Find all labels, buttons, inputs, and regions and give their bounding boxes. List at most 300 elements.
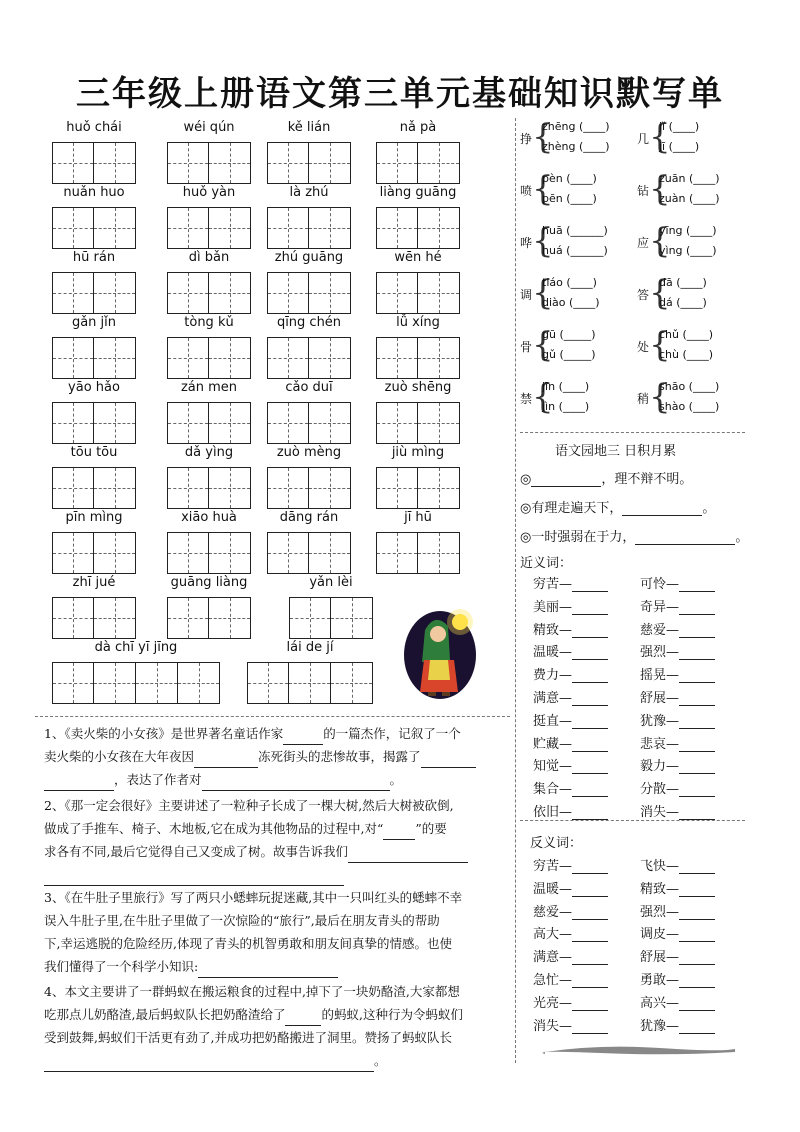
polyphonic-item bbox=[637, 378, 747, 418]
writing-box[interactable] bbox=[418, 402, 460, 444]
polyphonic-item bbox=[520, 326, 630, 366]
synonym-pair: 悲哀— bbox=[640, 733, 715, 752]
tianzige-boxes bbox=[52, 662, 220, 704]
reading-2[interactable]: chù (____) bbox=[659, 348, 714, 361]
answer-blank[interactable] bbox=[572, 805, 608, 820]
writing-box[interactable] bbox=[376, 272, 418, 314]
brace-icon: { bbox=[649, 117, 671, 157]
polyphonic-item bbox=[637, 274, 747, 314]
tianzige-boxes bbox=[376, 402, 460, 444]
answer-blank[interactable] bbox=[679, 950, 715, 965]
pinyin-label: zuò shēng bbox=[384, 380, 452, 395]
synonym-pair: 挺直— bbox=[533, 710, 608, 729]
garden-line-1: ◎ ，理不辩不明。 bbox=[520, 472, 693, 487]
tianzige-boxes bbox=[376, 207, 460, 249]
tianzige-boxes bbox=[267, 337, 351, 379]
tianzige-boxes bbox=[52, 467, 136, 509]
writing-box[interactable] bbox=[167, 467, 209, 509]
answer-blank[interactable] bbox=[44, 871, 344, 886]
writing-box[interactable] bbox=[209, 532, 251, 574]
writing-box[interactable] bbox=[376, 142, 418, 184]
antonym-pair: 温暖— bbox=[533, 878, 608, 897]
pinyin-label: hū rán bbox=[72, 250, 116, 265]
reading-1[interactable]: gū (_____) bbox=[542, 328, 596, 341]
pinyin-label: là zhú bbox=[289, 185, 329, 200]
polyphonic-item bbox=[520, 118, 630, 158]
tianzige-boxes bbox=[376, 532, 460, 574]
writing-box[interactable] bbox=[309, 272, 351, 314]
tianzige-boxes bbox=[376, 142, 460, 184]
brace-icon: { bbox=[649, 377, 671, 417]
pinyin-label: xiāo huà bbox=[181, 510, 237, 525]
answer-blank[interactable] bbox=[202, 776, 390, 791]
writing-box[interactable] bbox=[376, 467, 418, 509]
garden-line-3: ◎一时强弱在于力， 。 bbox=[520, 530, 749, 545]
tianzige-boxes bbox=[267, 467, 351, 509]
writing-box[interactable] bbox=[376, 337, 418, 379]
synonym-pair: 舒展— bbox=[640, 687, 715, 706]
right-divider-2 bbox=[520, 820, 745, 821]
antonym-pair: 调皮— bbox=[640, 923, 715, 942]
antonym-pair: 飞快— bbox=[640, 855, 715, 874]
answer-blank[interactable] bbox=[679, 905, 715, 920]
writing-box[interactable] bbox=[52, 207, 94, 249]
reading-1[interactable]: jǐ (____) bbox=[659, 120, 700, 133]
answer-blank[interactable] bbox=[679, 645, 715, 660]
answer-blank[interactable] bbox=[44, 776, 114, 791]
reading-1[interactable]: jīn (____) bbox=[542, 380, 590, 393]
reading-1[interactable]: dā (____) bbox=[659, 276, 707, 289]
writing-box[interactable] bbox=[94, 207, 136, 249]
pinyin-label: tòng kǔ bbox=[184, 315, 234, 330]
synonym-pair: 知觉— bbox=[533, 755, 608, 774]
pinyin-label: lái de jí bbox=[286, 640, 334, 655]
pinyin-label: yǎn lèi bbox=[309, 575, 353, 590]
reading-1[interactable]: pèn (____) bbox=[542, 172, 597, 185]
tianzige-boxes bbox=[247, 662, 373, 704]
pinyin-label: dāng rán bbox=[279, 510, 339, 525]
polyphonic-item bbox=[637, 118, 747, 158]
reading-1[interactable]: shāo (____) bbox=[659, 380, 720, 393]
garden-heading: 语文园地三 日积月累 bbox=[555, 444, 677, 459]
synonym-pair: 毅力— bbox=[640, 755, 715, 774]
match-girl-illustration bbox=[400, 600, 480, 700]
pinyin-label: tōu tōu bbox=[70, 445, 118, 460]
synonym-pair: 摇晃— bbox=[640, 664, 715, 683]
writing-box[interactable] bbox=[376, 402, 418, 444]
answer-blank[interactable] bbox=[572, 577, 608, 592]
antonym-pair: 穷苦— bbox=[533, 855, 608, 874]
answer-blank[interactable] bbox=[679, 927, 715, 942]
antonym-pair: 舒展— bbox=[640, 946, 715, 965]
synonym-pair: 贮藏— bbox=[533, 733, 608, 752]
tianzige-boxes bbox=[52, 597, 136, 639]
pinyin-label: huǒ yàn bbox=[182, 185, 236, 200]
writing-box[interactable] bbox=[309, 402, 351, 444]
pinyin-label: wéi qún bbox=[183, 120, 235, 135]
writing-box[interactable] bbox=[289, 597, 331, 639]
writing-box[interactable] bbox=[209, 337, 251, 379]
synonym-pair: 消失— bbox=[640, 801, 715, 820]
reading-1[interactable]: tiáo (____) bbox=[542, 276, 597, 289]
answer-blank[interactable] bbox=[572, 973, 608, 988]
writing-box[interactable] bbox=[209, 207, 251, 249]
pinyin-label: guāng liàng bbox=[170, 575, 248, 590]
answer-blank[interactable] bbox=[679, 691, 715, 706]
pinyin-label: zán men bbox=[180, 380, 238, 395]
writing-box[interactable] bbox=[209, 402, 251, 444]
synonym-pair: 温暖— bbox=[533, 641, 608, 660]
brace-icon: { bbox=[649, 169, 671, 209]
answer-blank[interactable] bbox=[635, 530, 735, 545]
answer-blank[interactable] bbox=[572, 927, 608, 942]
answer-blank[interactable] bbox=[679, 623, 715, 638]
pinyin-label: qīng chén bbox=[276, 315, 342, 330]
reading-2[interactable]: yìng (____) bbox=[659, 244, 717, 257]
answer-blank[interactable] bbox=[285, 1011, 321, 1026]
writing-box[interactable] bbox=[167, 532, 209, 574]
answer-blank[interactable] bbox=[531, 472, 601, 487]
tianzige-boxes bbox=[167, 337, 251, 379]
tianzige-boxes bbox=[267, 402, 351, 444]
answer-blank[interactable] bbox=[572, 623, 608, 638]
tianzige-boxes bbox=[167, 272, 251, 314]
answer-blank[interactable] bbox=[679, 714, 715, 729]
answer-blank[interactable] bbox=[572, 600, 608, 615]
synonym-pair: 集合— bbox=[533, 778, 608, 797]
answer-blank[interactable] bbox=[679, 577, 715, 592]
answer-blank[interactable] bbox=[679, 882, 715, 897]
synonym-pair: 分散— bbox=[640, 778, 715, 797]
writing-box[interactable] bbox=[167, 272, 209, 314]
passage-2: 2、《那一定会很好》主要讲述了一粒种子长成了一棵大树,然后大树被砍倒, 做成了手推车、椅子、木地板,它在成为其他物品的过程中,对“ ”的要 求各有不同,最后它觉得自己又变成了树。故事告诉我们 bbox=[44, 794, 510, 886]
writing-box[interactable] bbox=[209, 272, 251, 314]
writing-box[interactable] bbox=[267, 142, 309, 184]
writing-box[interactable] bbox=[94, 532, 136, 574]
polyphonic-char: 答 bbox=[637, 288, 650, 302]
pinyin-label: dà chī yī jīng bbox=[94, 640, 178, 655]
section-divider bbox=[35, 716, 510, 717]
pinyin-label: huǒ chái bbox=[66, 120, 122, 135]
reading-2[interactable]: shào (____) bbox=[659, 400, 720, 413]
tianzige-boxes bbox=[52, 272, 136, 314]
polyphonic-char: 骨 bbox=[520, 340, 533, 354]
polyphonic-item bbox=[520, 170, 630, 210]
writing-box[interactable] bbox=[52, 662, 94, 704]
writing-box[interactable] bbox=[167, 402, 209, 444]
synonym-pair: 慈爱— bbox=[640, 619, 715, 638]
answer-blank[interactable] bbox=[572, 859, 608, 874]
polyphonic-char: 处 bbox=[637, 340, 650, 354]
writing-box[interactable] bbox=[309, 532, 351, 574]
synonyms-label: 近义词： bbox=[520, 556, 573, 571]
writing-box[interactable] bbox=[331, 662, 373, 704]
brace-icon: { bbox=[649, 221, 671, 261]
answer-blank[interactable] bbox=[421, 753, 476, 768]
reading-2[interactable]: jī (____) bbox=[659, 140, 700, 153]
pinyin-label: cǎo duī bbox=[285, 380, 333, 395]
writing-box[interactable] bbox=[52, 532, 94, 574]
answer-blank[interactable] bbox=[679, 737, 715, 752]
answer-blank[interactable] bbox=[572, 691, 608, 706]
reading-2[interactable]: zuàn (____) bbox=[659, 192, 720, 205]
antonym-pair: 勇敢— bbox=[640, 969, 715, 988]
writing-box[interactable] bbox=[167, 337, 209, 379]
polyphonic-item bbox=[520, 222, 630, 262]
writing-box[interactable] bbox=[167, 207, 209, 249]
writing-box[interactable] bbox=[52, 142, 94, 184]
brace-icon: { bbox=[649, 325, 671, 365]
polyphonic-char: 钻 bbox=[637, 184, 650, 198]
writing-box[interactable] bbox=[52, 337, 94, 379]
writing-box[interactable] bbox=[418, 467, 460, 509]
tianzige-boxes bbox=[376, 467, 460, 509]
answer-blank[interactable] bbox=[572, 782, 608, 797]
antonym-pair: 高兴— bbox=[640, 992, 715, 1011]
tianzige-boxes bbox=[267, 532, 351, 574]
brush-stroke-decoration bbox=[540, 1040, 740, 1060]
answer-blank[interactable] bbox=[572, 996, 608, 1011]
pinyin-label: nuǎn huo bbox=[63, 185, 125, 200]
pinyin-label: gǎn jǐn bbox=[71, 315, 117, 330]
antonym-pair: 慈爱— bbox=[533, 901, 608, 920]
polyphonic-char: 应 bbox=[637, 236, 650, 250]
pinyin-label: lǚ xíng bbox=[396, 315, 440, 330]
tianzige-boxes bbox=[167, 207, 251, 249]
tianzige-boxes bbox=[267, 142, 351, 184]
polyphonic-char: 几 bbox=[637, 132, 650, 146]
pinyin-label: jiù mìng bbox=[391, 445, 445, 460]
column-divider bbox=[515, 118, 516, 1063]
tianzige-boxes bbox=[52, 337, 136, 379]
writing-box[interactable] bbox=[209, 597, 251, 639]
answer-blank[interactable] bbox=[348, 848, 468, 863]
pinyin-label: zuò mèng bbox=[276, 445, 342, 460]
writing-box[interactable] bbox=[267, 337, 309, 379]
answer-blank[interactable] bbox=[44, 1057, 374, 1072]
passage-4: 4、本文主要讲了一群蚂蚁在搬运粮食的过程中,掉下了一块奶酪渣,大家都想 吃那点儿奶酪渣,最后蚂蚁队长把奶酪渣给了 的蚂蚁,这种行为令蚂蚁们 受到鼓舞,蚂蚁们干活更有劲了,并成功把奶酪搬进了洞里。赞扬了蚂蚁队长 。 bbox=[44, 980, 510, 1072]
answer-blank[interactable] bbox=[383, 825, 415, 840]
writing-box[interactable] bbox=[418, 532, 460, 574]
reading-2[interactable]: dá (____) bbox=[659, 296, 707, 309]
answer-blank[interactable] bbox=[679, 782, 715, 797]
writing-box[interactable] bbox=[267, 402, 309, 444]
polyphonic-item bbox=[520, 378, 630, 418]
synonym-pair: 精致— bbox=[533, 619, 608, 638]
tianzige-boxes bbox=[167, 467, 251, 509]
tianzige-boxes bbox=[52, 402, 136, 444]
reading-2[interactable]: gǔ (_____) bbox=[542, 348, 596, 361]
antonym-pair: 高大— bbox=[533, 923, 608, 942]
synonym-pair: 费力— bbox=[533, 664, 608, 683]
brace-icon: { bbox=[532, 377, 554, 417]
pinyin-label: dì bǎn bbox=[188, 250, 230, 265]
answer-blank[interactable] bbox=[679, 973, 715, 988]
tianzige-boxes bbox=[267, 207, 351, 249]
polyphonic-item bbox=[520, 274, 630, 314]
answer-blank[interactable] bbox=[572, 668, 608, 683]
polyphonic-char: 禁 bbox=[520, 392, 533, 406]
answer-blank[interactable] bbox=[572, 714, 608, 729]
writing-box[interactable] bbox=[267, 532, 309, 574]
antonym-pair: 精致— bbox=[640, 878, 715, 897]
tianzige-boxes bbox=[52, 532, 136, 574]
tianzige-boxes bbox=[167, 532, 251, 574]
answer-blank[interactable] bbox=[572, 882, 608, 897]
passage-3: 3、《在牛肚子里旅行》写了两只小蟋蟀玩捉迷藏,其中一只叫红头的蟋蟀不幸 误入牛肚子里,在牛肚子里做了一次惊险的“旅行”,最后在朋友青头的帮助 下,幸运逃脱的危险经历,体现了青头的机智勇敢和朋友间真挚的情感。也使 我们懂得了一个科学小知识: bbox=[44, 886, 510, 978]
answer-blank[interactable] bbox=[679, 859, 715, 874]
writing-box[interactable] bbox=[289, 662, 331, 704]
brace-icon: { bbox=[532, 325, 554, 365]
answer-blank[interactable] bbox=[679, 668, 715, 683]
writing-box[interactable] bbox=[309, 337, 351, 379]
brace-icon: { bbox=[532, 117, 554, 157]
polyphonic-char: 哗 bbox=[520, 236, 533, 250]
synonym-pair: 穷苦— bbox=[533, 573, 608, 592]
writing-box[interactable] bbox=[136, 662, 178, 704]
writing-box[interactable] bbox=[94, 402, 136, 444]
answer-blank[interactable] bbox=[572, 645, 608, 660]
answer-blank[interactable] bbox=[283, 730, 323, 745]
brace-icon: { bbox=[532, 169, 554, 209]
brace-icon: { bbox=[649, 273, 671, 313]
writing-box[interactable] bbox=[52, 402, 94, 444]
brace-icon: { bbox=[532, 273, 554, 313]
answer-blank[interactable] bbox=[679, 805, 715, 820]
writing-box[interactable] bbox=[209, 467, 251, 509]
reading-2[interactable]: diào (____) bbox=[542, 296, 600, 309]
answer-blank[interactable] bbox=[572, 759, 608, 774]
antonym-pair: 急忙— bbox=[533, 969, 608, 988]
passage-1: 1、《卖火柴的小女孩》是世界著名童话作家 的一篇杰作，记叙了一个 卖火柴的小女孩在大年夜因 冻死街头的悲惨故事，揭露了 ，表达了作者对 。 bbox=[44, 722, 510, 791]
writing-box[interactable] bbox=[267, 207, 309, 249]
tianzige-boxes bbox=[376, 272, 460, 314]
pinyin-label: zhú guāng bbox=[274, 250, 344, 265]
antonym-pair: 光亮— bbox=[533, 992, 608, 1011]
writing-box[interactable] bbox=[94, 467, 136, 509]
polyphonic-item bbox=[637, 326, 747, 366]
polyphonic-item bbox=[637, 170, 747, 210]
answer-blank[interactable] bbox=[679, 996, 715, 1011]
reading-1[interactable]: chǔ (____) bbox=[659, 328, 714, 341]
writing-box[interactable] bbox=[418, 337, 460, 379]
antonym-pair: 消失— bbox=[533, 1015, 608, 1034]
writing-box[interactable] bbox=[167, 597, 209, 639]
writing-box[interactable] bbox=[267, 467, 309, 509]
synonym-pair: 犹豫— bbox=[640, 710, 715, 729]
writing-box[interactable] bbox=[94, 597, 136, 639]
pinyin-label: kě lián bbox=[287, 120, 331, 135]
polyphonic-char: 喷 bbox=[520, 184, 533, 198]
reading-2[interactable]: huá (______) bbox=[542, 244, 608, 257]
writing-box[interactable] bbox=[331, 597, 373, 639]
answer-blank[interactable] bbox=[572, 1019, 608, 1034]
writing-box[interactable] bbox=[376, 532, 418, 574]
answer-blank[interactable] bbox=[194, 753, 258, 768]
synonym-pair: 美丽— bbox=[533, 596, 608, 615]
writing-box[interactable] bbox=[309, 207, 351, 249]
answer-blank[interactable] bbox=[572, 737, 608, 752]
polyphonic-char: 稍 bbox=[637, 392, 650, 406]
antonyms-label: 反义词： bbox=[530, 836, 583, 851]
reading-2[interactable]: jìn (____) bbox=[542, 400, 590, 413]
page-title: 三年级上册语文第三单元基础知识默写单 bbox=[76, 74, 724, 114]
answer-blank[interactable] bbox=[679, 1019, 715, 1034]
tianzige-boxes bbox=[289, 597, 373, 639]
answer-blank[interactable] bbox=[572, 905, 608, 920]
reading-2[interactable]: zhèng (____) bbox=[542, 140, 610, 153]
writing-box[interactable] bbox=[418, 272, 460, 314]
writing-box[interactable] bbox=[376, 207, 418, 249]
brace-icon: { bbox=[532, 221, 554, 261]
reading-1[interactable]: yīng (____) bbox=[659, 224, 717, 237]
answer-blank[interactable] bbox=[622, 501, 702, 516]
antonym-pair: 犹豫— bbox=[640, 1015, 715, 1034]
pinyin-label: pīn mìng bbox=[65, 510, 123, 525]
reading-1[interactable]: huā (______) bbox=[542, 224, 608, 237]
garden-line-2: ◎有理走遍天下， 。 bbox=[520, 501, 716, 516]
pinyin-label: yāo hǎo bbox=[68, 380, 120, 395]
writing-box[interactable] bbox=[52, 597, 94, 639]
writing-box[interactable] bbox=[52, 272, 94, 314]
writing-box[interactable] bbox=[94, 142, 136, 184]
writing-box[interactable] bbox=[52, 467, 94, 509]
reading-1[interactable]: zhēng (____) bbox=[542, 120, 610, 133]
answer-blank[interactable] bbox=[572, 950, 608, 965]
polyphonic-item bbox=[637, 222, 747, 262]
reading-1[interactable]: zuān (____) bbox=[659, 172, 720, 185]
pinyin-label: wēn hé bbox=[394, 250, 442, 265]
pinyin-label: dǎ yìng bbox=[184, 445, 234, 460]
writing-box[interactable] bbox=[94, 662, 136, 704]
pinyin-label: jī hū bbox=[404, 510, 432, 525]
tianzige-boxes bbox=[267, 272, 351, 314]
writing-box[interactable] bbox=[94, 337, 136, 379]
writing-box[interactable] bbox=[267, 272, 309, 314]
synonym-pair: 满意— bbox=[533, 687, 608, 706]
synonym-pair: 奇异— bbox=[640, 596, 715, 615]
tianzige-boxes bbox=[52, 207, 136, 249]
synonym-pair: 可怜— bbox=[640, 573, 715, 592]
antonym-pair: 强烈— bbox=[640, 901, 715, 920]
answer-blank[interactable] bbox=[679, 759, 715, 774]
tianzige-boxes bbox=[52, 142, 136, 184]
writing-box[interactable] bbox=[309, 142, 351, 184]
writing-box[interactable] bbox=[309, 467, 351, 509]
writing-box[interactable] bbox=[94, 272, 136, 314]
tianzige-boxes bbox=[167, 402, 251, 444]
pinyin-label: nǎ pà bbox=[399, 120, 437, 135]
answer-blank[interactable] bbox=[679, 600, 715, 615]
synonym-pair: 强烈— bbox=[640, 641, 715, 660]
right-divider-1 bbox=[520, 432, 745, 433]
writing-box[interactable] bbox=[418, 207, 460, 249]
writing-box[interactable] bbox=[209, 142, 251, 184]
tianzige-boxes bbox=[376, 337, 460, 379]
writing-box[interactable] bbox=[178, 662, 220, 704]
tianzige-boxes bbox=[167, 142, 251, 184]
writing-box[interactable] bbox=[418, 142, 460, 184]
writing-box[interactable] bbox=[167, 142, 209, 184]
polyphonic-char: 挣 bbox=[520, 132, 533, 146]
synonym-pair: 依旧— bbox=[533, 801, 608, 820]
antonym-pair: 满意— bbox=[533, 946, 608, 965]
polyphonic-char: 调 bbox=[520, 288, 533, 302]
answer-blank[interactable] bbox=[198, 963, 338, 978]
reading-2[interactable]: pēn (____) bbox=[542, 192, 597, 205]
writing-box[interactable] bbox=[247, 662, 289, 704]
pinyin-label: zhī jué bbox=[72, 575, 116, 590]
